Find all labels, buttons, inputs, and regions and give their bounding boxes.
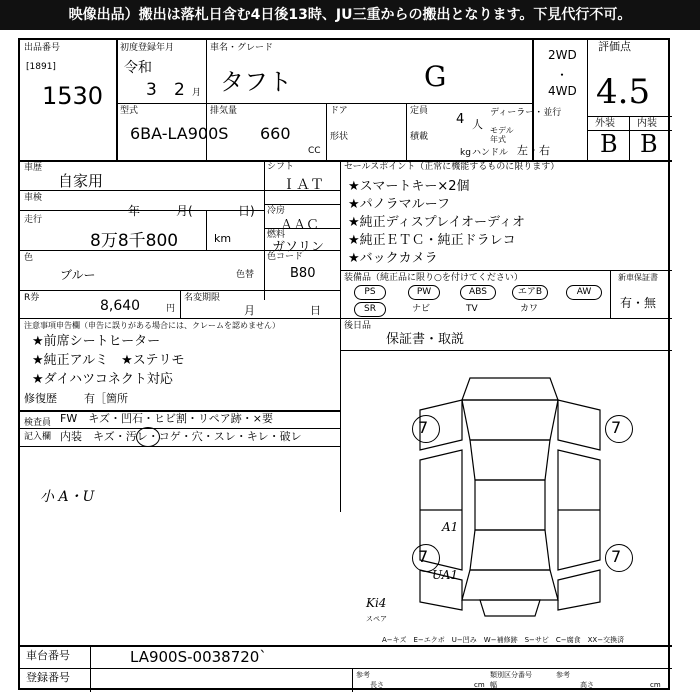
- grade-ext: B: [600, 130, 618, 158]
- inspection-row-2: 内装 キズ・汚レ・コゲ・穴・スレ・キレ・破レ: [60, 430, 302, 443]
- shift-value: ＩＡＴ: [282, 177, 324, 193]
- sales-points-title: セールスポイント（正常に機能するものに限ります）: [344, 162, 560, 172]
- warranty-value: 有・無: [620, 296, 657, 310]
- shape-label: 形状: [330, 132, 349, 142]
- equip-ps: PS: [354, 285, 386, 300]
- tire-rear-left: 7: [418, 547, 429, 566]
- equip-pw: PW: [408, 285, 440, 300]
- length-cm: cm: [474, 681, 485, 689]
- grade-int: B: [640, 130, 658, 158]
- recycle-label: R券: [24, 293, 40, 303]
- car-diagram: [400, 370, 620, 620]
- equip-airbag: エアB: [512, 285, 548, 300]
- ac-label: 冷房: [267, 206, 286, 216]
- shaken-day-unit: 日): [238, 204, 255, 218]
- capacity-value: 4: [456, 112, 465, 127]
- grade-label: 評価点: [598, 40, 631, 53]
- registration-year: 3: [146, 80, 157, 100]
- grade-int-label: 内装: [637, 118, 657, 129]
- equip-sr: SR: [354, 302, 386, 317]
- dealer-label: ディーラー・並行: [490, 108, 562, 118]
- color-code: B80: [290, 266, 316, 281]
- shaken-month-unit: 月(: [176, 204, 193, 218]
- tire-front-right: 7: [611, 418, 622, 437]
- capacity-unit: 人: [472, 118, 483, 131]
- class-number-label: 類別区分番号: [490, 671, 532, 679]
- marked-stain-circle: [136, 427, 160, 447]
- warranty-label: 新車保証書: [618, 273, 658, 282]
- displacement-unit: CC: [308, 146, 321, 156]
- inspection-row-1: FW キズ・凹石・ヒビ割・リペア跡・×要: [60, 412, 273, 425]
- caution-1: ★前席シートヒーター: [32, 334, 161, 349]
- displacement-label: 排気量: [210, 106, 238, 116]
- shaken-year-unit: 年: [128, 204, 141, 218]
- displacement-value: 660: [260, 124, 291, 143]
- sales-point-4: ★純正ＥＴＣ・純正ドラレコ: [348, 233, 516, 248]
- name-change-day: 日: [310, 304, 321, 317]
- height-label: 高さ: [580, 681, 594, 689]
- caution-title: 注意事項申告欄（申告に誤りがある場合には、クレームを認めません）: [24, 321, 280, 330]
- recycle-value: 8,640: [100, 298, 141, 314]
- registration-month-unit: 月: [192, 88, 202, 98]
- mileage-label: 走行: [24, 215, 43, 225]
- drive-4wd: 4WD: [548, 84, 577, 98]
- lot-number: 1530: [42, 82, 104, 110]
- spare-mark: Ki4: [366, 596, 387, 610]
- sales-point-1: ★スマートキー×2個: [348, 179, 470, 194]
- reg-ref-2: 参考: [556, 671, 570, 679]
- color-code-label: 色コード: [267, 252, 304, 262]
- chassis-label: 車台番号: [26, 649, 70, 662]
- equip-leather: カワ: [520, 304, 539, 314]
- recycle-unit: 円: [166, 304, 176, 314]
- model-name: タフト: [220, 68, 292, 96]
- drive-dot: ・: [556, 68, 569, 82]
- caution-3: ★ダイハツコネクト対応: [32, 372, 173, 387]
- usage-value: 自家用: [58, 172, 104, 190]
- handle-value: 左・右: [517, 144, 550, 157]
- name-change-month: 月: [244, 304, 255, 317]
- shift-label: シフト: [267, 162, 295, 172]
- repair-value: 有［箇所: [84, 392, 128, 405]
- color-label: 色: [24, 253, 34, 263]
- load-label: 積載: [410, 132, 429, 142]
- capacity-label: 定員: [410, 106, 429, 116]
- tire-rear-right: 7: [611, 547, 622, 566]
- type-value: 6BA-LA900S: [130, 124, 229, 143]
- fuel-label: 燃料: [267, 230, 286, 240]
- equip-tv: TV: [466, 304, 478, 314]
- chassis-value: LA900S-0038720`: [130, 648, 267, 666]
- reg-ref-1: 参考: [356, 671, 370, 679]
- grade-score: 4.5: [596, 72, 651, 112]
- length-label: 長さ: [370, 681, 384, 689]
- inspector-label-2: 記入欄: [24, 432, 52, 442]
- attached-label: 後日品: [344, 321, 372, 331]
- shaken-label: 車検: [24, 193, 43, 203]
- lot-label: 出品番号: [24, 43, 61, 53]
- mileage-value: 8万8千800: [90, 231, 179, 251]
- mileage-unit: km: [214, 232, 232, 245]
- damage-legend: A−キズ E−エクボ U−凹み W−補修跡 S−サビ C−腐食 XX−交換済: [382, 636, 625, 644]
- handle-label: ハンドル: [472, 148, 509, 158]
- width-label: 幅: [490, 681, 497, 689]
- spare-label: スペア: [366, 615, 387, 623]
- kg-label: kg: [460, 148, 471, 158]
- color-change-label: 色替: [236, 270, 255, 280]
- handwritten-note: 小 A・U: [40, 489, 95, 505]
- header-notice: 映像出品）搬出は落札日含む4日後13時、JU三重からの搬出となります。下見代行不可。: [0, 0, 700, 30]
- inspector-label-1: 検査員: [24, 418, 52, 428]
- type-label: 型式: [120, 106, 139, 116]
- damage-a1-front: A1: [442, 520, 459, 534]
- equip-aw: AW: [566, 285, 602, 300]
- attached-value: 保証書・取説: [386, 332, 465, 347]
- model-year-label: モデル 年式: [490, 126, 514, 144]
- registration-era: 令和: [124, 60, 152, 76]
- equip-navi: ナビ: [412, 304, 431, 314]
- color-value: ブルー: [60, 268, 96, 282]
- fuel-value: ガソリン: [272, 240, 325, 255]
- equip-abs: ABS: [460, 285, 496, 300]
- caution-2: ★純正アルミ ★ステリモ: [32, 353, 185, 368]
- sales-point-3: ★純正ディスプレイオーディオ: [348, 215, 526, 230]
- registration-label: 初度登録年月: [120, 43, 175, 53]
- usage-label: 車歴: [24, 163, 43, 173]
- model-grade: G: [424, 60, 447, 93]
- grade-ext-label: 外装: [595, 118, 615, 129]
- model-label: 車名・グレード: [210, 43, 274, 53]
- repair-label: 修復歴: [24, 392, 57, 405]
- sales-point-5: ★バックカメラ: [348, 251, 438, 266]
- name-change-label: 名変期限: [184, 293, 221, 303]
- equipment-title: 装備品（純正品に限り○を付けてください）: [344, 273, 523, 283]
- reg-number-label: 登録番号: [26, 671, 70, 684]
- door-label: ドア: [330, 106, 348, 116]
- height-cm: cm: [650, 681, 661, 689]
- damage-ua1-rear: UA1: [432, 568, 459, 582]
- tire-front-left: 7: [418, 418, 429, 437]
- lot-sub: [1891]: [26, 62, 56, 72]
- inspection-sheet: [18, 38, 670, 690]
- sales-point-2: ★パノラマルーフ: [348, 197, 451, 212]
- registration-month: 2: [174, 80, 185, 100]
- drive-2wd: 2WD: [548, 48, 577, 62]
- ac-value: ＡＡＣ: [280, 218, 320, 233]
